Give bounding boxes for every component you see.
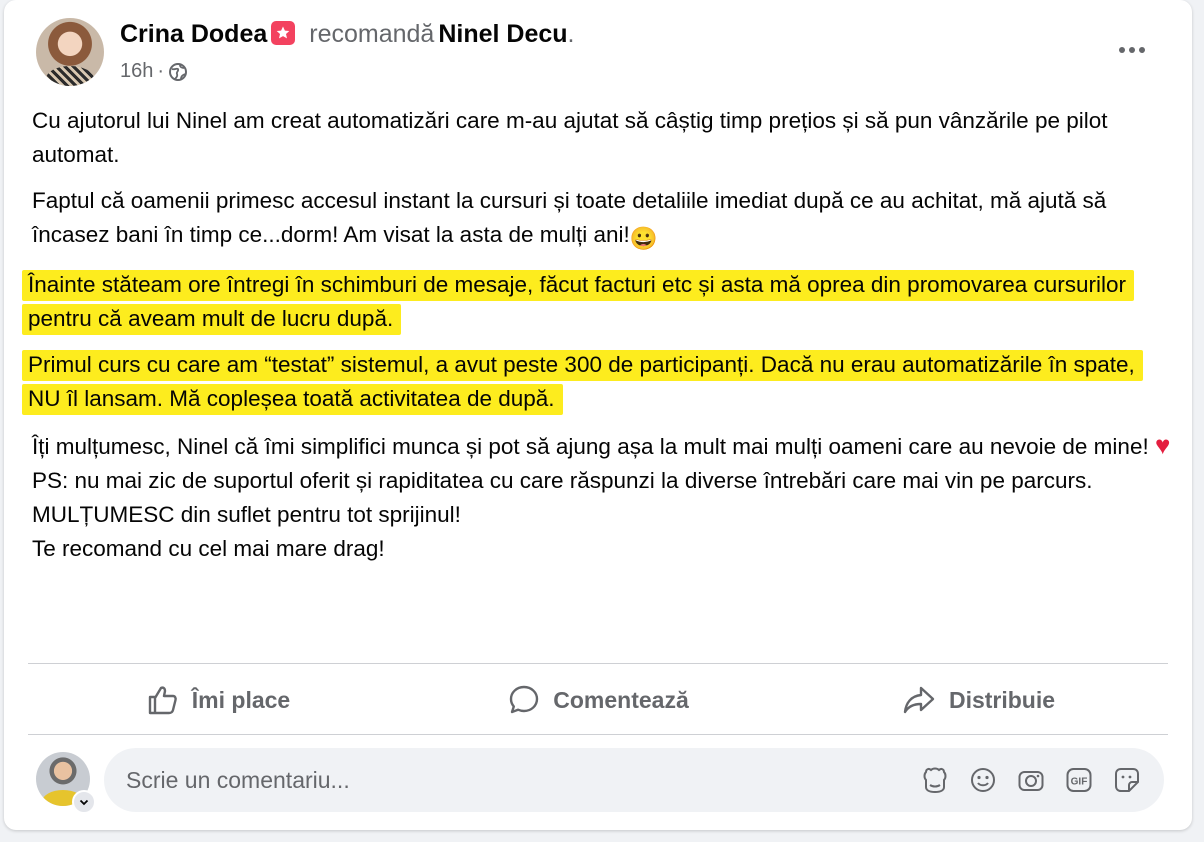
comment-bubble-icon	[507, 683, 541, 717]
title-period: .	[567, 20, 575, 48]
share-button[interactable]	[788, 672, 1168, 728]
share-arrow-icon	[901, 683, 937, 717]
closing-line: PS: nu mai zic de suportul oferit și rapiditatea cu care răspunzi la diverse întrebări care mai vin pe parcurs.	[32, 468, 1093, 493]
post-timestamp[interactable]: 16h	[120, 60, 154, 82]
closing-line: Te recomand cu cel mai mare drag!	[32, 536, 385, 561]
chevron-down-icon[interactable]	[72, 790, 96, 814]
highlighted-text: Înainte stăteam ore întregi în schimburi de mesaje, făcut facturi etc și asta mă oprea din promovarea cursurilor pentru că aveam mult de lucru după.	[22, 270, 1134, 335]
highlighted-text: Primul curs cu care am “testat” sistemul, a avut peste 300 de participanți. Dacă nu erau automatizările în spate, NU îl lansam. Mă copleșea toată activitatea de după.	[22, 350, 1143, 415]
closing-line: MULȚUMESC din suflet pentru tot sprijinul!	[32, 502, 461, 527]
comment-button[interactable]	[408, 672, 788, 728]
post-paragraph-highlighted	[28, 268, 1172, 336]
svg-text:GIF: GIF	[1070, 776, 1088, 788]
comment-composer	[32, 748, 1164, 814]
share-label: Distribuie	[948, 686, 1056, 713]
post-body	[28, 104, 1172, 566]
meta-separator: ·	[157, 60, 165, 82]
comment-label: Comentează	[553, 686, 689, 713]
emoji-icon[interactable]	[966, 763, 1000, 797]
recommend-star-icon	[271, 21, 295, 45]
divider	[28, 663, 1168, 664]
comment-input[interactable]	[124, 766, 918, 795]
more-options-icon[interactable]	[1112, 36, 1152, 64]
post-card	[4, 0, 1192, 830]
gif-icon[interactable]	[1062, 763, 1096, 797]
comment-box	[104, 748, 1164, 812]
action-bar	[28, 672, 1168, 728]
post-paragraph-closing	[32, 428, 1172, 566]
post-title-line	[120, 20, 575, 49]
like-label: Îmi place	[191, 686, 291, 713]
heart-icon: ♥	[1154, 430, 1171, 460]
like-button[interactable]	[28, 672, 408, 728]
author-name[interactable]: Crina Dodea	[120, 20, 268, 48]
post-paragraph-text: Faptul că oamenii primesc accesul instant la cursuri și toate detaliile imediat după ce au achitat, mă ajută să încasez bani în timp ce...dorm! Am visat la asta de mulți ani!	[32, 188, 1107, 247]
sticker-icon[interactable]	[1110, 763, 1144, 797]
recommend-verb: recomandă	[309, 20, 435, 48]
post-header	[32, 14, 1168, 90]
closing-line: Îți mulțumesc, Ninel că îmi simplifici munca și pot să ajung așa la mult mai mulți oameni care au nevoie de mine!	[32, 434, 1149, 459]
thumbs-up-icon	[146, 683, 180, 717]
grinning-emoji-icon: 😀	[629, 226, 658, 251]
post-meta	[120, 60, 188, 83]
post-paragraph	[32, 184, 1172, 256]
comment-tools	[918, 763, 1144, 797]
camera-icon[interactable]	[1014, 763, 1048, 797]
post-paragraph-highlighted	[28, 348, 1172, 416]
post-paragraph: Cu ajutorul lui Ninel am creat automatizări care m-au ajutat să câștig timp prețios și să pun vânzările pe pilot automat.	[32, 108, 1108, 167]
avatar-sticker-icon[interactable]	[918, 763, 952, 797]
author-avatar[interactable]	[36, 18, 104, 86]
recommended-page-name[interactable]: Ninel Decu	[438, 20, 568, 48]
globe-icon	[168, 62, 188, 82]
divider	[28, 734, 1168, 735]
